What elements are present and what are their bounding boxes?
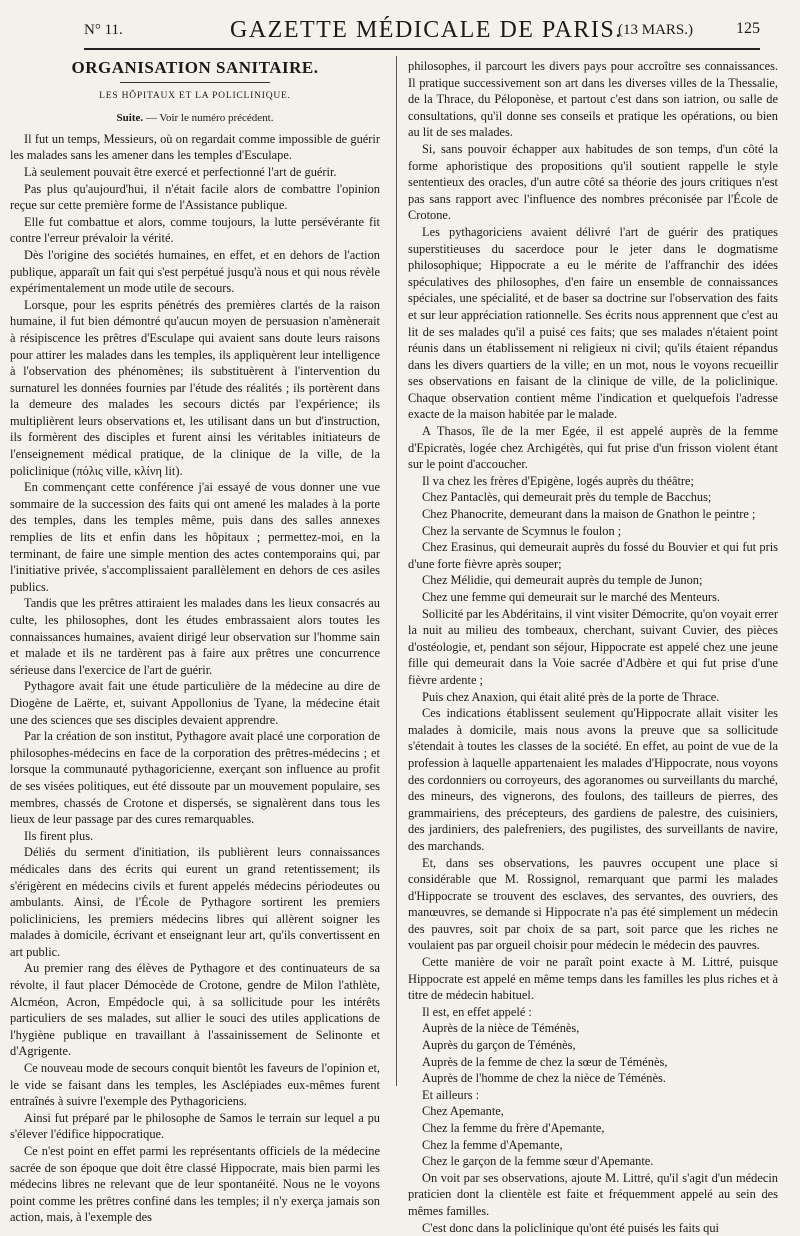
paragraph: C'est donc dans la policlinique qu'ont été puisés les faits qui [422, 1220, 719, 1235]
paragraph: Si, sans pouvoir échapper aux habitudes de son temps, d'un côté la forme aphoristique des propositions qu'il soutient rappelle le style sententieux des oracles, d'un autre côté sa théorie des jours critiques n'est pas sans rapport avec l'influence des nombres préconisée par l'École de Crotone. [408, 141, 778, 223]
paragraph: Et, dans ses observations, les pauvres occupent une place si considérable que M. Rossignol, remarquant que parmi les malades d'Hippocrate se trouvent des esclaves, des servantes, des ouvriers, des manœuvres, se demande si Hippocrate n'a pas été simplement un médecin des pauvres, soit par choix de sa part, soit parce que les riches ne voulaient pas par orgueil choisir pour médecin le médecin des pauvres. [408, 855, 778, 953]
paragraph: philosophes, il parcourt les divers pays pour accroître ses connaissances. Il pratique successivement son art dans les diverses villes de la Thessalie, de la Thrace, du Péloponèse, et partout c'est dans son iatrion, ou salle de consultations, qu'il donne ses conseils et pratique les opérations, ou bien au lit de ses malades. [408, 59, 778, 140]
paragraph: Cette manière de voir ne paraît point exacte à M. Littré, puisque Hippocrate est appelé en même temps dans les familles les plus riches et à titre de médecin habituel. [408, 955, 778, 1003]
journal-title: GAZETTE MÉDICALE DE PARIS. [230, 17, 623, 43]
paragraph: Elle fut combattue et alors, comme toujours, la lutte persévérante fit contre l'erreur prévaloir la vérité. [10, 214, 380, 246]
continuation-text: — Voir le numéro précédent. [143, 112, 274, 125]
paragraph: Ces indications établissent seulement qu'Hippocrate allait visiter les malades à domicile, mais nous avons la preuve que sa sollicitude s'étendait à toutes les classes de la société. En effet, au point de vue de la profession à laquelle appartenaient les malades d'Hippocrate, nous voyons des cordonniers ou corroyeurs, des agoranomes ou surveillants du marché, des mineurs, des vignerons, des foulons, des tailleurs de pierres, des grammairiens, des précepteurs, des gardiens de palestre, des cuisiniers, des jardiniers, des palefreniers, des pugilistes, des surveillants de navire, des marchands. [408, 706, 778, 853]
paragraph: Dès l'origine des sociétés humaines, en effet, et en dehors de l'action publique, apparaît un fait qui s'est perpétué jusqu'à nous et qui nous révèle expérimentalement un mode utile de secours. [10, 247, 380, 296]
paragraph: Et ailleurs : [422, 1087, 480, 1102]
paragraph: Chez Mélidie, qui demeurait auprès du temple de Junon; [422, 573, 703, 588]
column-divider [396, 56, 397, 1086]
paragraph: Puis chez Anaxion, qui était alité près de la porte de Thrace. [422, 689, 720, 704]
paragraph: Il est, en effet appelé : [422, 1004, 532, 1019]
paragraph: Chez le garçon de la femme sœur d'Apemante. [422, 1154, 654, 1169]
paragraph: Pas plus qu'aujourd'hui, il n'était facile alors de combattre l'opinion reçue sur cette première forme de l'Assistance publique. [10, 181, 380, 213]
paragraph: Pythagore avait fait une étude particulière de la médecine au dire de Diogène de Laërte, et, suivant Appollonius de Tyane, la médecine était une des sciences que ses disciples devaient apprendre. [10, 679, 380, 727]
paragraph: Auprès de la femme de chez la sœur de Téménès, [422, 1054, 668, 1069]
paragraph: Tandis que les prêtres attiraient les malades dans les lieux consacrés au culte, les philosophes, dont les études embrassaient alors toutes les connaissances humaines, avaient dirigé leur observation sur l'homme sain et malade et ils ne tardèrent pas à faire aux prêtres une concurrence sérieuse dans l'exercice de l'art de guérir. [10, 596, 380, 677]
continuation-label: Suite. [116, 112, 144, 125]
right-column [408, 58, 778, 1235]
paragraph: Chez Pantaclès, qui demeurait près du temple de Bacchus; [422, 490, 712, 505]
issue-date: (13 MARS.) [618, 22, 694, 38]
left-paragraphs [10, 131, 380, 1226]
paragraph: Chez une femme qui demeurait sur le marché des Menteurs. [422, 590, 720, 604]
paragraph: Chez Phanocrite, demeurant dans la maison de Gnathon le peintre ; [422, 507, 756, 522]
right-paragraphs [408, 58, 778, 1236]
paragraph: Il fut un temps, Messieurs, où on regardait comme impossible de guérir les malades sans les amener dans les temples d'Esculape. [10, 131, 380, 163]
page-header [84, 14, 760, 50]
paragraph: Chez la femme d'Apemante, [422, 1137, 563, 1152]
paragraph: Ce nouveau mode de secours conquit bientôt les faveurs de l'opinion et, le vide se faisant dans les temples, les Asclépiades eux-mêmes furent entraînés à suivre l'exemple des Pythagoriciens. [10, 1061, 380, 1109]
paragraph: A Thasos, île de la mer Egée, il est appelé auprès de la femme d'Epicratès, logée chez Archigétès, qui fut prise d'un frisson violent étant sur le point d'accoucher. [408, 424, 778, 472]
paragraph: Il va chez les frères d'Epigène, logés auprès du théâtre; [422, 473, 694, 488]
issue-number: N° 11. [84, 22, 123, 38]
paragraph: Ce n'est point en effet parmi les représentants officiels de la médecine sacrée de son époque que doit être classé Hippocrate, mais bien parmi les médecins libres ne relevant que de leur spontanéité. Nous ne le voyons point comme les prêtres confiné dans les temples; il n'y exerça jamais son action, mais, à l'exemple des [10, 1144, 380, 1225]
page-number: 125 [736, 20, 760, 37]
paragraph: Auprès du garçon de Téménès, [422, 1038, 576, 1053]
article-title: ORGANISATION SANITAIRE. [71, 58, 319, 77]
paragraph: Chez la femme du frère d'Apemante, [422, 1121, 605, 1135]
paragraph: Chez Apemante, [422, 1104, 504, 1119]
paragraph: Lorsque, pour les esprits pénétrés des premières clartés de la raison humaine, il fut bien démontré qu'aucun moyen de persuasion n'amènerait à résipiscence les prêtres d'Esculape qui avaient sans doute leurs raisons pour attirer les malades dans les temples, ils appliquèrent leur intelligence à l'observation des phénomènes; ils substituèrent à l'intervention du surnaturel les données fournies par l'étude des réalités ; ils portèrent dans la demeure des malades les secours dictés par l'expérience; ils multiplièrent leurs observations et, les utilisant dans un but d'instruction, ils formèrent des disciples et furent ainsi les véritables initiateurs de l'enseignement médical pratique, de la clinique de la ville, de la policlinique (πόλις ville, κλίνη lit). [10, 297, 380, 478]
paragraph: Chez la servante de Scymnus le foulon ; [422, 523, 622, 538]
paragraph: Sollicité par les Abdéritains, il vint visiter Démocrite, qu'on voyait errer la nuit au milieu des tombeaux, cherchant, suivant Cuvier, des pièces d'ostéologie, et, pendant son séjour, Hippocrate est appelé chez une jeune fille qui demeurait dans la Voie sacrée d'Adbère et qui fut prise d'une fièvre ardente ; [408, 606, 778, 687]
paragraph: En commençant cette conférence j'ai essayé de vous donner une vue sommaire de la succession des faits qui ont amené les malades à la porte des temples, dans les temples même, puis dans des salles annexes remplies de lits et enfin dans les hôpitaux ; permettez-moi, en la terminant, de faire une simple mention des actes contemporains qui, par l'initiative privée, s'accomplissaient parallèlement en dehors de ces asiles publics. [10, 480, 380, 594]
paragraph: Les pythagoriciens avaient délivré l'art de guérir des pratiques superstitieuses du sacerdoce pour le jeter dans le dogmatisme philosophique; Hippocrate a eu le mérite de l'affranchir des idées spéculatives des philosophes, d'en faire un ensemble de connaissances spéciales, une spécialité, et de baser sa doctrine sur l'observation des faits et sur leur appréciation rationnelle. Ses écrits nous apprennent que c'est au lit de ses malades qu'il a puisé ces faits; que ses malades n'étaient point réunis dans un établissement ni religieux ni civil; qu'ils étaient répandus dans les divers quartiers de la ville; en un mot, nous le voyons recueillir ses observations en faisant de la clinique de ville, de la policlinique. Chaque observation contient même l'indication et quelquefois l'adresse exacte de la maison habitée par le malade. [408, 224, 778, 422]
paragraph: Auprès de la nièce de Téménès, [422, 1021, 580, 1036]
article-subtitle: LES HÔPITAUX ET LA POLICLINIQUE. [99, 90, 291, 101]
paragraph: Ainsi fut préparé par le philosophe de Samos le terrain sur lequel a pu s'élever l'édifice hippocratique. [10, 1110, 380, 1142]
continuation-note [10, 110, 380, 127]
left-column [10, 58, 380, 1225]
paragraph: Là seulement pouvait être exercé et perfectionné l'art de guérir. [24, 164, 337, 179]
paragraph: Chez Erasinus, qui demeurait auprès du fossé du Bouvier et qui fut pris d'une forte fièvre après souper; [408, 540, 778, 571]
paragraph: Ils firent plus. [24, 828, 94, 843]
title-rule [120, 82, 270, 83]
paragraph: On voit par ses observations, ajoute M. Littré, qu'il s'agit d'un médecin praticien dont la clientèle est faite et fréquemment appelé au sein des mêmes familles. [408, 1170, 778, 1218]
paragraph: Au premier rang des élèves de Pythagore et des continuateurs de sa révolte, il faut placer Démocède de Crotone, gendre de Milon l'athlète, Alcméon, Acron, Empédocle qui, à sa sollicitude pour les intérêts particuliers de ses malades, sut allier le souci des utiles applications de l'hygiène publique en travaillant à l'assainissement de Selinonte et d'Agrigente. [10, 961, 380, 1059]
paragraph: Déliés du serment d'initiation, ils publièrent leurs connaissances médicales dans des écrits qui eurent un grand retentissement; ils s'érigèrent en médecins civils et furent appelés médecins périodeutes ou ambulants. Ainsi, de l'École de Pythagore sortirent les premiers policliniciens, les premiers médecins libres qui allèrent soigner les malades à domicile, écrivant et enseignant leur art, qu'ils convertissent en art public. [10, 845, 380, 959]
paragraph: Par la création de son institut, Pythagore avait placé une corporation de philosophes-médecins en face de la corporation des prêtres-médecins ; et lorsque la communauté pythagoricienne, exerçant son influence au profit de ses visées politiques, eut été dissoute par un mouvement populaire, ses membres, chassés de Crotone et dispersés, se signalèrent dans tous les lieux de leur passage par des cures remarquables. [10, 729, 380, 827]
paragraph: Auprès de l'homme de chez la nièce de Téménès. [422, 1071, 666, 1086]
